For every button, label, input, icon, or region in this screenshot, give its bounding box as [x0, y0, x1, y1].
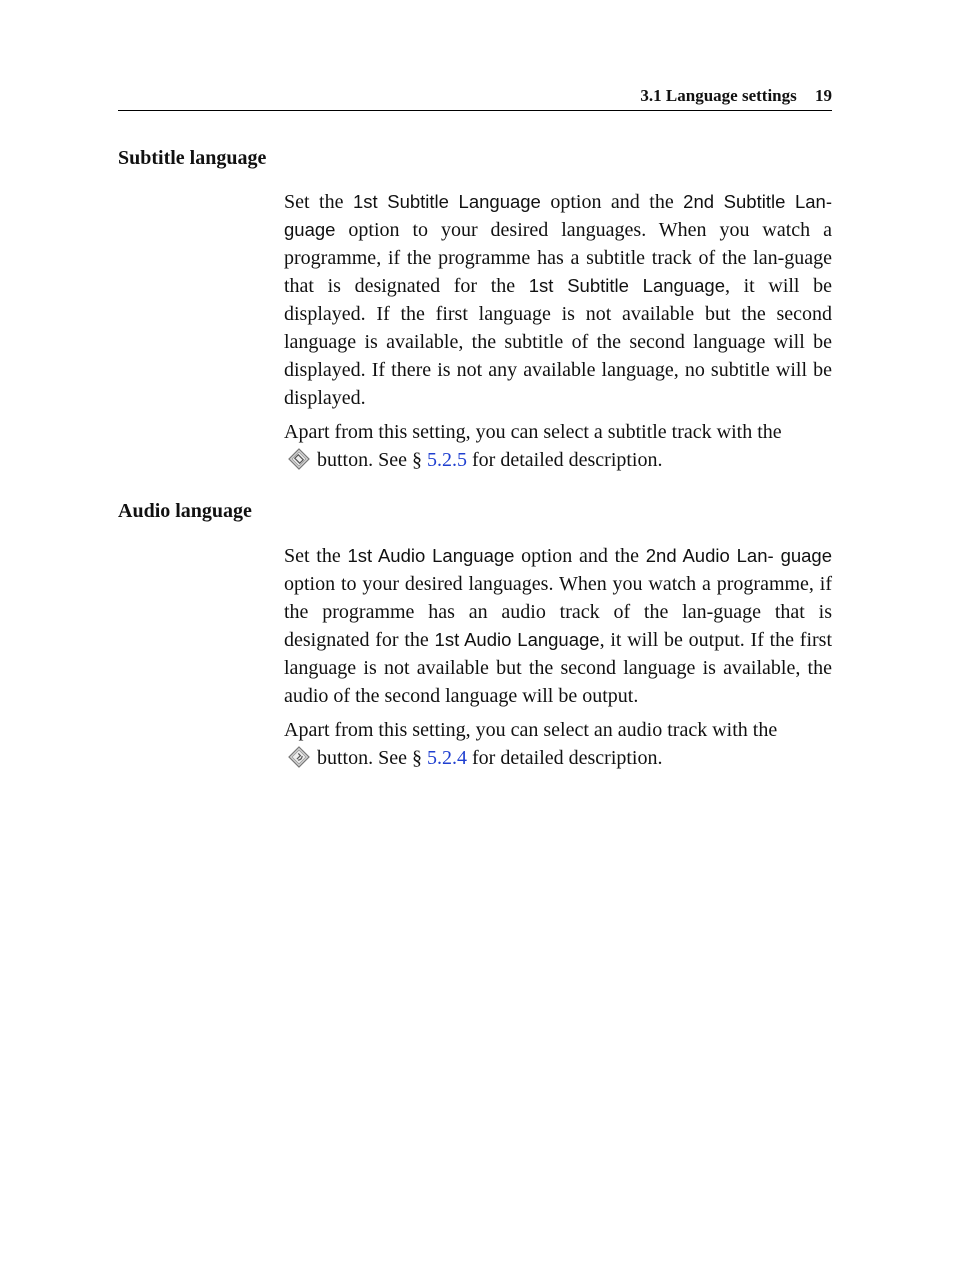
link-section-5-2-4[interactable]: 5.2.4	[427, 747, 467, 769]
subtitle-button-icon	[288, 448, 308, 468]
option-1st-audio-language-ref: 1st Audio Language	[434, 629, 600, 650]
link-section-5-2-5[interactable]: 5.2.5	[427, 449, 467, 471]
heading-audio-language: Audio language	[118, 500, 252, 522]
subtitle-paragraph-1: Set the 1st Subtitle Language option and the 2nd Subtitle Lan- guage option to your desired languages. When you watch a programme, if the programme has a subtitle track of the lan-guage that is designated for the 1st Subtitle Language, it will be displayed. If the first language is not available but the second language is available, the subtitle of the second language will be displayed. If there is not any available language, no subtitle will be displayed.	[284, 191, 832, 409]
option-2nd-subtitle-language: 2nd Subtitle Lan- guage	[284, 191, 832, 240]
audio-paragraph-2: Apart from this setting, you can select an audio track with the button. See § 5.2.4 for detailed description.	[284, 719, 778, 769]
running-header	[118, 86, 832, 111]
subtitle-section-body	[284, 188, 832, 480]
audio-button-icon	[288, 746, 308, 766]
page-number: 19	[815, 86, 832, 105]
header-section-title: 3.1 Language settings	[640, 86, 797, 105]
option-1st-subtitle-language: 1st Subtitle Language	[352, 191, 541, 212]
audio-paragraph-1: Set the 1st Audio Language option and the 2nd Audio Lan- guage option to your desired languages. When you watch a programme, if the programme has an audio track of the lan-guage that is designated for the 1st Audio Language, it will be output. If the first language is not available but the second language is available, the audio of the second language will be output.	[284, 545, 833, 707]
option-1st-audio-language: 1st Audio Language	[347, 545, 515, 566]
subtitle-paragraph-2: Apart from this setting, you can select a subtitle track with the button. See § 5.2.5 for detailed description.	[284, 421, 782, 471]
heading-subtitle-language: Subtitle language	[118, 147, 267, 169]
audio-section-body	[284, 542, 832, 778]
option-1st-subtitle-language-ref: 1st Subtitle Language	[528, 275, 725, 296]
option-2nd-audio-language: 2nd Audio Lan- guage	[645, 545, 833, 566]
